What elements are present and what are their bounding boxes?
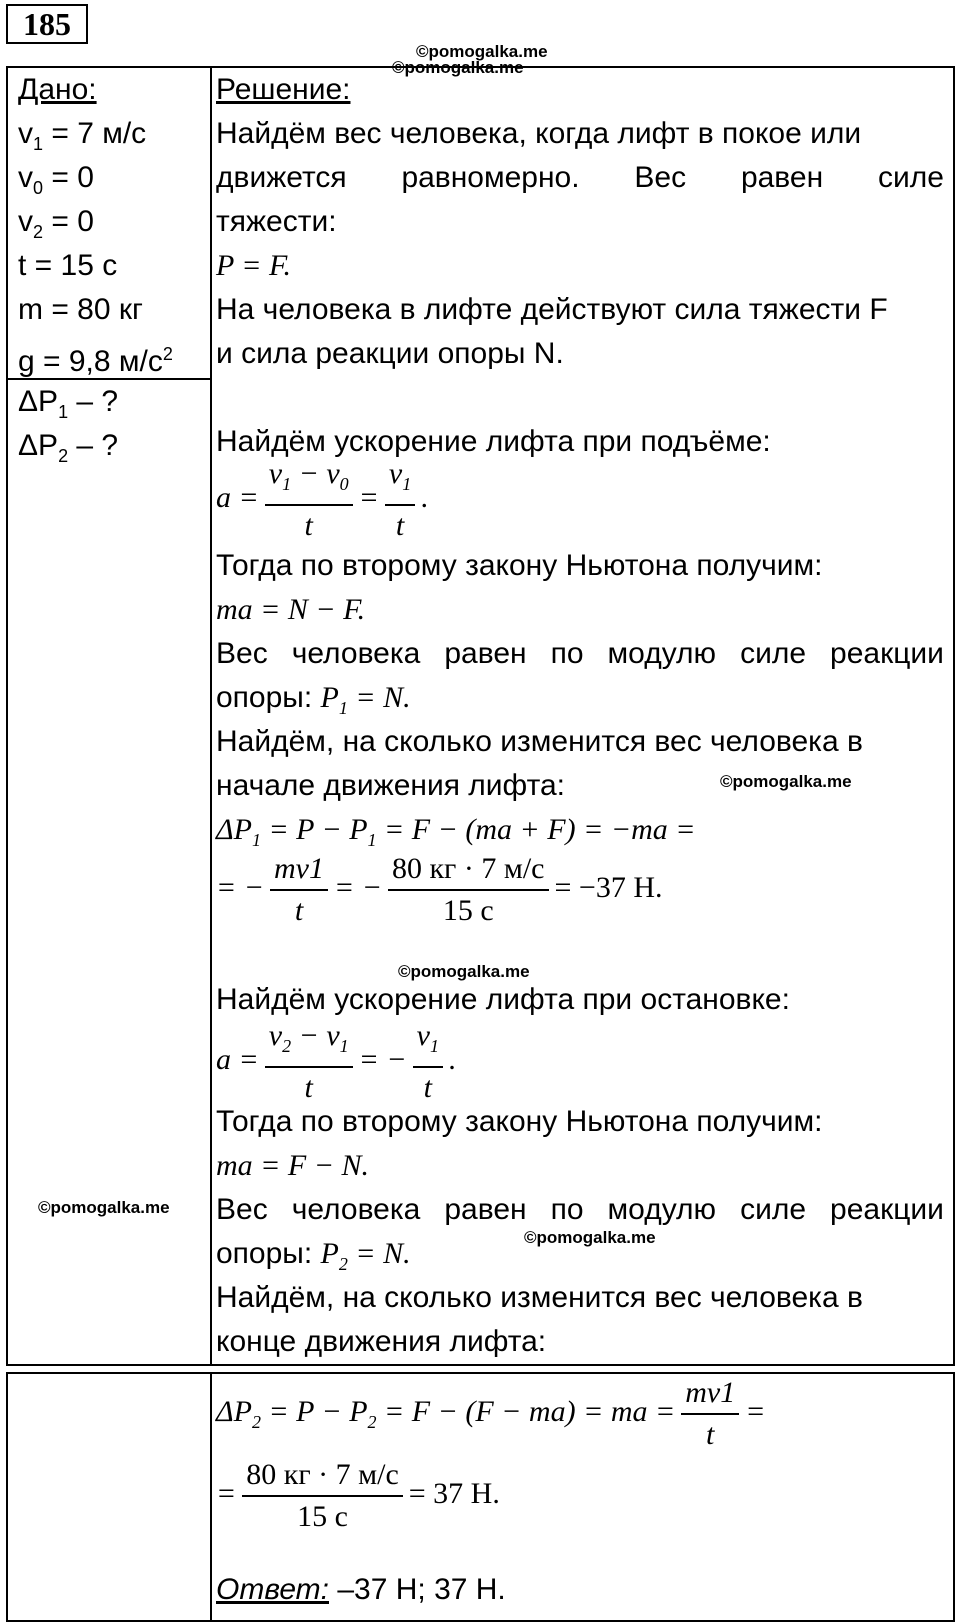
solution-text: тяжести: xyxy=(216,205,337,238)
solution-text: движется равномерно. Вес равен силе xyxy=(216,161,944,194)
solution-text: Найдём ускорение лифта при остановке: xyxy=(216,983,790,1016)
equation: ma = N − F. xyxy=(216,593,366,626)
watermark: ©pomogalka.me xyxy=(720,772,852,791)
equation-accel-down: a = $\frac{v_2 - v_1}{t}$ = − $\frac{v_1}{t}$ . xyxy=(216,1016,456,1108)
given-v2: $v_2 = 0$ xyxy=(18,205,94,242)
watermark: ©pomogalka.me xyxy=(524,1228,656,1247)
equation-dp1-result: = − $\frac{mv1}{t}$ = − $\frac{80 кг \cdot 7 м/с}{15 с}$ = −37 Н. xyxy=(216,846,663,931)
equation-accel-up: a = $\frac{v_1 - v_0}{t}$ = $\frac{v_1}{t}$ . xyxy=(216,454,429,546)
solution-text: Найдём, на сколько изменится вес человека в xyxy=(216,1281,863,1314)
solution-text: Найдём, на сколько изменится вес человека в xyxy=(216,725,863,758)
watermark: ©pomogalka.me xyxy=(416,42,548,61)
solution-text: и сила реакции опоры N. xyxy=(216,337,564,370)
find-dp1: $\Delta P_1$ – ? xyxy=(18,385,119,422)
solution-text: конце движения лифта: xyxy=(216,1325,547,1358)
watermark: ©pomogalka.me xyxy=(398,962,530,981)
solution-text: опоры: $P_1 = N$. xyxy=(216,681,411,718)
equation-dp2: $\Delta P_2 = P - P_2 = F - (F - ma)$ = ma = $\frac{mv1}{t}$ = xyxy=(216,1370,765,1464)
given-m: m = 80 кг xyxy=(18,293,143,326)
equation: ma = F − N. xyxy=(216,1149,369,1182)
solution-text: Тогда по второму закону Ньютона получим: xyxy=(216,549,823,582)
solution-header: Решение: xyxy=(216,73,351,106)
solution-text: Найдём вес человека, когда лифт в покое или xyxy=(216,117,862,150)
given-v1: $v_1 = 7$ м/с xyxy=(18,117,147,154)
problem-number: 185 xyxy=(6,4,88,44)
solution-text: Вес человека равен по модулю силе реакции xyxy=(216,637,944,670)
watermark: ©pomogalka.me xyxy=(38,1198,170,1217)
given-header: Дано: xyxy=(18,73,97,106)
find-dp2: $\Delta P_2$ – ? xyxy=(18,429,119,466)
watermark: ©pomogalka.me xyxy=(392,58,524,77)
solution-text: Найдём ускорение лифта при подъёме: xyxy=(216,425,771,458)
solution-text: Тогда по второму закону Ньютона получим: xyxy=(216,1105,823,1138)
answer: Ответ: –37 Н; 37 Н. xyxy=(216,1573,506,1606)
equation: P = F. xyxy=(216,249,291,282)
equation-dp2-result: = $\frac{80 кг \cdot 7 м/с}{15 с}$ = 37 Н. xyxy=(216,1452,500,1537)
given-g: g = 9,8 $м/с^2$ xyxy=(18,344,173,378)
solution-text: На человека в лифте действуют сила тяжести F xyxy=(216,293,888,326)
solution-text: опоры: $P_2 = N$. xyxy=(216,1237,411,1274)
given-v0: $v_0 = 0$ xyxy=(18,161,94,198)
equation-dp1: $\Delta P_1 = P - P_1 = F - (ma + F) = -ma$ = xyxy=(216,813,696,850)
given-t: t = 15 с xyxy=(18,249,118,282)
solution-text: Вес человека равен по модулю силе реакции xyxy=(216,1193,944,1226)
solution-table xyxy=(6,66,955,1366)
solution-text: начале движения лифта: xyxy=(216,769,565,802)
